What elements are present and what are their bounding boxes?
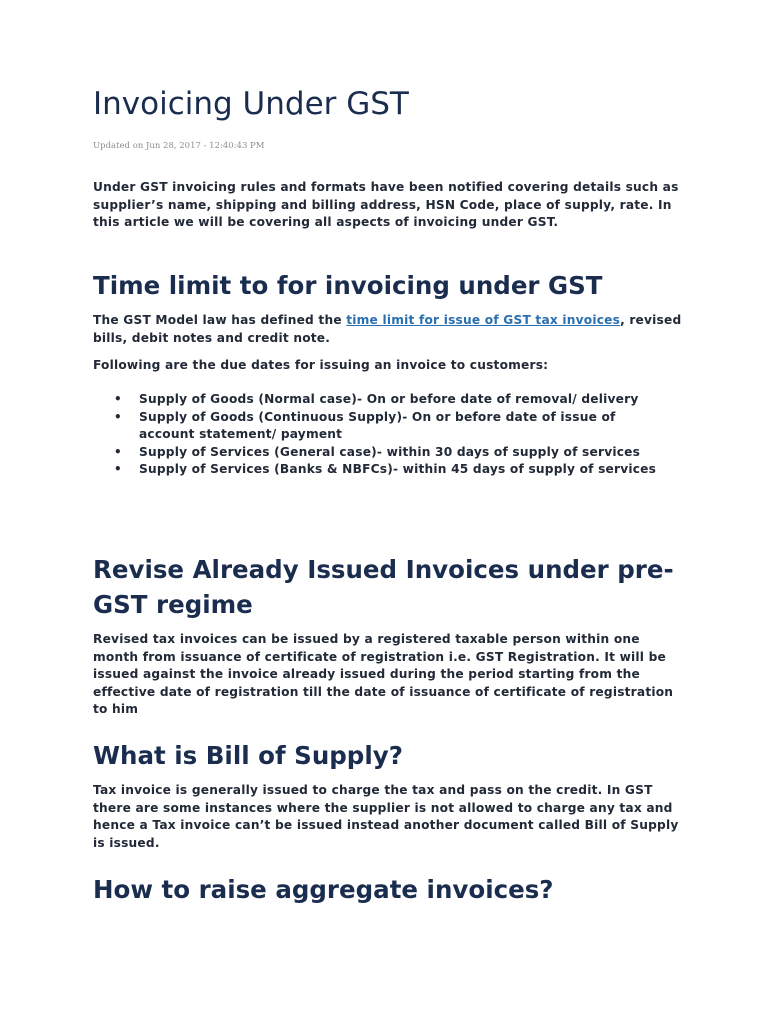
page-title: Invoicing Under GST	[93, 86, 409, 122]
bullet-icon: •	[114, 444, 122, 459]
due-dates-list	[93, 391, 683, 479]
bullet-icon: •	[114, 409, 122, 424]
bill-of-supply-paragraph: Tax invoice is generally issued to charge the tax and pass on the credit. In GST there are some instances where the supplier is not allowed to charge any tax and hence a Tax invoice can’t be issued instead another document called Bill of Supply is issued.	[93, 783, 679, 850]
list-item-text: Supply of Services (General case)- within 30 days of supply of services	[139, 444, 641, 459]
bill-of-supply-heading: What is Bill of Supply?	[93, 741, 403, 770]
bullet-icon: •	[114, 392, 122, 406]
time-limit-text-after: , revised bills, debit notes and credit note.	[93, 313, 682, 345]
time-limit-text-before: The GST Model law has defined the	[93, 313, 347, 327]
list-item	[93, 444, 659, 462]
list-item-text: Supply of Goods (Normal case)- On or before date of removal/ delivery	[139, 392, 639, 406]
list-item	[93, 409, 659, 444]
bullet-icon: •	[114, 462, 122, 477]
intro-paragraph: Under GST invoicing rules and formats have been notified covering details such as supplier’s name, shipping and billing address, HSN Code, place of supply, rate. In this article we will be covering all aspects of invoicing under GST.	[93, 180, 679, 230]
updated-timestamp: Updated on Jun 28, 2017 - 12:40:43 PM	[93, 141, 265, 151]
list-item-text: Supply of Goods (Continuous Supply)- On or before date of issue of account statement/ payment	[139, 409, 616, 442]
list-item	[93, 391, 659, 409]
time-limit-paragraph	[93, 312, 683, 347]
due-dates-intro: Following are the due dates for issuing an invoice to customers:	[93, 358, 549, 372]
revise-invoices-heading: Revise Already Issued Invoices under pre-GST regime	[93, 555, 674, 619]
time-limit-heading: Time limit to for invoicing under GST	[93, 271, 603, 300]
revise-invoices-paragraph: Revised tax invoices can be issued by a registered taxable person within one month from issuance of certificate of registration i.e. GST Registration. It will be issued against the invoice already issued during the period starting from the effective date of registration till the date of issuance of certificate of registration to him	[93, 632, 674, 717]
list-item-text: Supply of Services (Banks & NBFCs)- within 45 days of supply of services	[139, 462, 657, 477]
list-item	[93, 461, 659, 479]
aggregate-invoices-heading: How to raise aggregate invoices?	[93, 875, 554, 904]
time-limit-link[interactable]: time limit for issue of GST tax invoices	[346, 313, 621, 327]
